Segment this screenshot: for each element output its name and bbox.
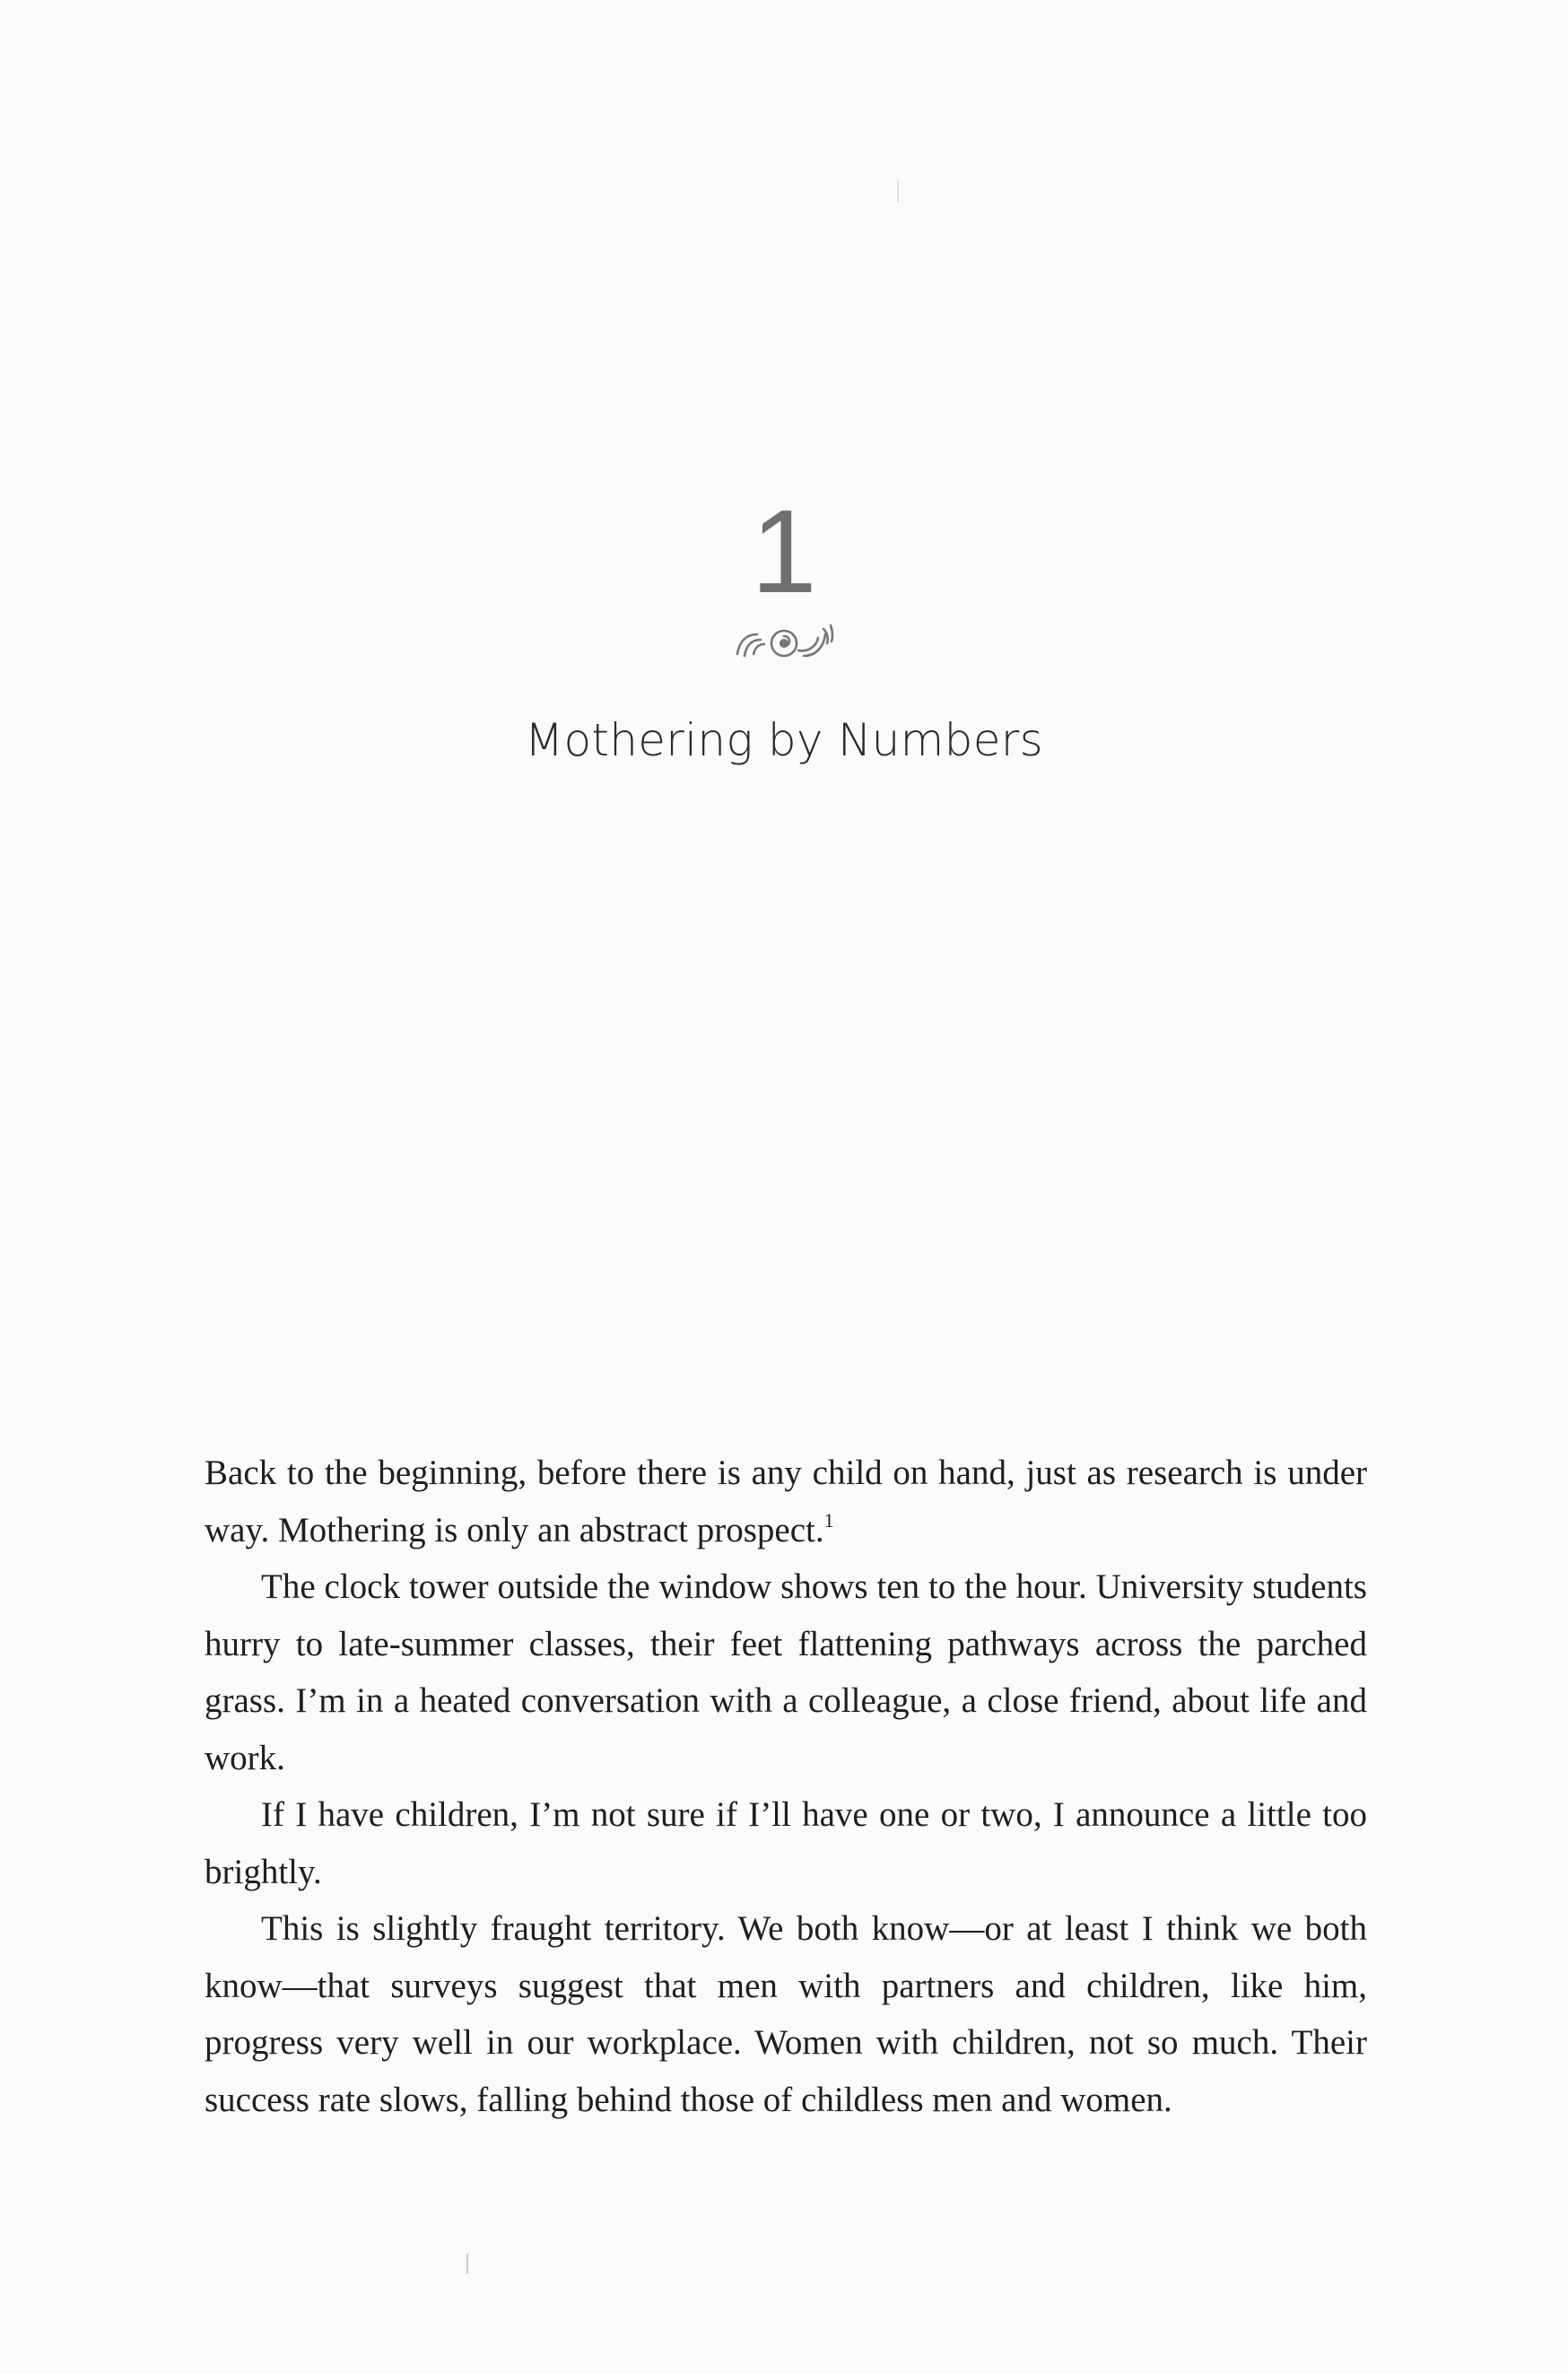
paragraph: If I have children, I’m not sure if I’ll have one or two, I announce a little too brightly. — [205, 1795, 1367, 1891]
paragraph: The clock tower outside the window shows ten to the hour. University students hurry to late-summer classes, their feet flattening pathways across the parched grass. I’m in a heated conversation with a colleague, a close friend, about life and work. — [205, 1567, 1367, 1777]
paragraph — [205, 1444, 1367, 1558]
chapter-title: Mothering by Numbers — [525, 714, 1043, 766]
scan-artifact — [466, 2254, 468, 2274]
scan-artifact — [897, 179, 899, 203]
chapter-body — [205, 1444, 1367, 2128]
chapter-number: 1 — [751, 485, 817, 617]
chapter-heading — [0, 485, 1568, 665]
paragraph: This is slightly fraught territory. We both know—or at least I think we both know—that surveys suggest that men with partners and children, like him, progress very well in our workplace. Women with children, not so much. Their success rate slows, falling behind those of childless men and women. — [205, 1909, 1367, 2119]
footnote-marker[interactable]: 1 — [823, 1508, 834, 1532]
swirl-ornament-icon — [730, 615, 838, 665]
paragraph-text: Back to the beginning, before there is any child on hand, just as research is under way. Mothering is only an abstract prospect. — [205, 1453, 1367, 1549]
